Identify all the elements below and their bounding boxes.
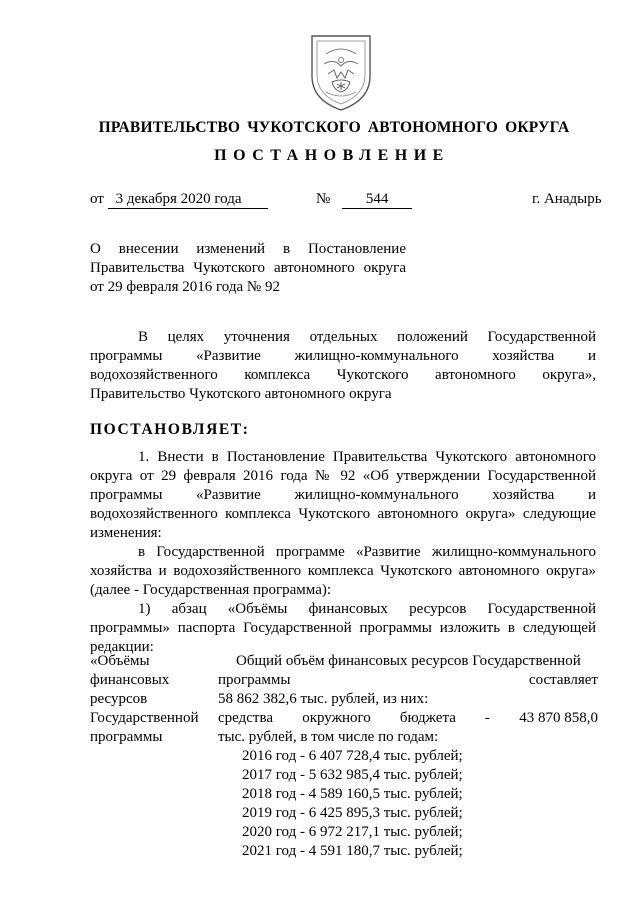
table-word: средства	[218, 710, 274, 726]
document-subject	[90, 240, 406, 297]
body-line: программы «Развитие жилищно-коммунального хозяйства и	[90, 487, 596, 503]
table-label-cell	[90, 652, 215, 747]
table-label-line: программы	[90, 729, 163, 745]
document-number: 544	[342, 191, 412, 209]
body-line: хозяйства и водохозяйственного комплекса Чукотского автономного округа»	[90, 563, 596, 579]
body-line: водохозяйственного комплекса Чукотского автономного округа» следующие	[90, 506, 596, 522]
document-date: 3 декабря 2020 года	[108, 191, 268, 209]
budget-line	[218, 709, 598, 728]
subject-line: О внесении изменений в Постановление	[90, 241, 406, 257]
table-word: -	[485, 710, 491, 726]
table-value-line: тыс. рублей, в том числе по годам:	[218, 729, 439, 745]
table-value-cell	[218, 652, 598, 861]
preamble-line: Правительство Чукотского автономного округа	[90, 386, 392, 402]
table-label-line: финансовых	[90, 672, 170, 688]
resolution-body	[90, 448, 596, 657]
preamble-line: водохозяйственного комплекса Чукотского автономного округа»,	[90, 367, 596, 383]
number-block	[316, 190, 412, 210]
body-line: округа от 29 февраля 2016 года № 92 «Об утверждении Государственной	[90, 468, 596, 484]
table-value-line	[218, 671, 598, 690]
table-label-line: «Объёмы	[90, 653, 150, 669]
from-label: от	[90, 191, 104, 207]
table-word: бюджета	[399, 710, 456, 726]
yearly-breakdown	[218, 747, 598, 861]
table-word: окружного	[302, 710, 371, 726]
government-title: ПРАВИТЕЛЬСТВО ЧУКОТСКОГО АВТОНОМНОГО ОКРУГА	[98, 119, 570, 136]
subject-line: от 29 февраля 2016 года № 92	[90, 279, 280, 295]
body-line: (далее - Государственная программа):	[90, 582, 332, 598]
document-type-title: ПОСТАНОВЛЕНИЕ	[214, 147, 450, 164]
year-line: 2019 год - 6 425 895,3 тыс. рублей;	[242, 805, 463, 821]
number-label: №	[316, 191, 331, 207]
body-line: редакции:	[90, 639, 154, 655]
body-line: изменения:	[90, 525, 162, 541]
table-value-line: 58 862 382,6 тыс. рублей, из них:	[218, 691, 429, 707]
year-line: 2016 год - 6 407 728,4 тыс. рублей;	[242, 748, 463, 764]
coat-of-arms-emblem	[304, 30, 378, 114]
resolves-heading: ПОСТАНОВЛЯЕТ:	[90, 421, 250, 438]
table-value-line: Общий объём финансовых ресурсов Государственной	[236, 653, 581, 669]
table-label-line: ресурсов	[90, 691, 148, 707]
body-line: программы» паспорта Государственной программы изложить в следующей	[90, 620, 596, 636]
table-word: составляет	[528, 672, 598, 688]
subject-line: Правительства Чукотского автономного округа	[90, 260, 406, 276]
year-line: 2018 год - 4 589 160,5 тыс. рублей;	[242, 786, 463, 802]
body-line: 1. Внести в Постановление Правительства Чукотского автономного	[138, 449, 596, 465]
date-block	[90, 190, 268, 210]
year-line: 2021 год - 4 591 180,7 тыс. рублей;	[242, 843, 463, 859]
preamble-paragraph	[90, 328, 596, 404]
preamble-line: программы «Развитие жилищно-коммунального хозяйства и	[90, 348, 596, 364]
budget-amount: 43 870 858,0	[519, 710, 598, 726]
preamble-line: В целях уточнения отдельных положений Государственной	[138, 329, 596, 345]
year-line: 2020 год - 6 972 217,1 тыс. рублей;	[242, 824, 463, 840]
table-word: программы	[218, 672, 291, 688]
city: г. Анадырь	[532, 191, 602, 207]
body-line: 1) абзац «Объёмы финансовых ресурсов Государственной	[138, 601, 596, 617]
year-line: 2017 год - 5 632 985,4 тыс. рублей;	[242, 767, 463, 783]
body-line: в Государственной программе «Развитие жилищно-коммунального	[138, 544, 596, 560]
table-label-line: Государственной	[90, 710, 199, 726]
